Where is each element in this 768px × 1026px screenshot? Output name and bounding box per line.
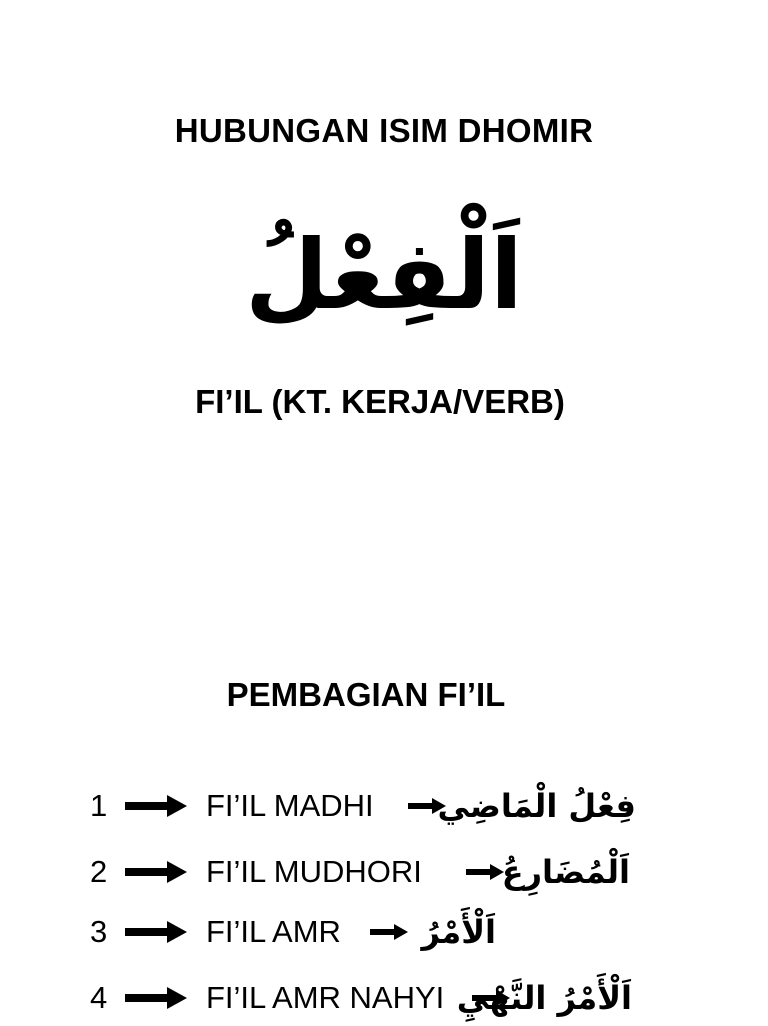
item-number: 2 <box>90 854 108 889</box>
section-title: PEMBAGIAN FI’IL <box>226 676 506 713</box>
item-arabic: اَلْأَمْرُ <box>421 913 496 951</box>
list-item <box>0 848 768 896</box>
item-label: FI’IL AMR <box>206 914 341 949</box>
list-item <box>0 908 768 956</box>
list-item <box>0 782 768 830</box>
item-number: 1 <box>90 788 108 823</box>
arabic-heading: اَلْفِعْلُ <box>245 219 523 331</box>
item-label: FI’IL MUDHORI <box>206 854 422 889</box>
item-arabic: اَلْأَمْرُ النَّهْيِ <box>456 979 632 1017</box>
item-arabic: اَلْمُضَارِعُ <box>501 853 630 891</box>
item-number: 4 <box>90 980 108 1015</box>
list-item <box>0 974 768 1022</box>
item-label: FI’IL MADHI <box>206 788 374 823</box>
right-arrow-icon <box>125 921 187 943</box>
item-number: 3 <box>90 914 108 949</box>
item-label: FI’IL AMR NAHYI <box>206 980 445 1015</box>
right-arrow-icon <box>125 795 187 817</box>
item-arabic: فِعْلُ الْمَاضِي <box>437 787 636 825</box>
right-arrow-icon <box>370 924 408 940</box>
right-arrow-icon <box>466 864 504 880</box>
page-title: HUBUNGAN ISIM DHOMIR <box>174 112 594 149</box>
right-arrow-icon <box>125 987 187 1009</box>
subtitle: FI’IL (KT. KERJA/VERB) <box>195 383 565 420</box>
right-arrow-icon <box>125 861 187 883</box>
